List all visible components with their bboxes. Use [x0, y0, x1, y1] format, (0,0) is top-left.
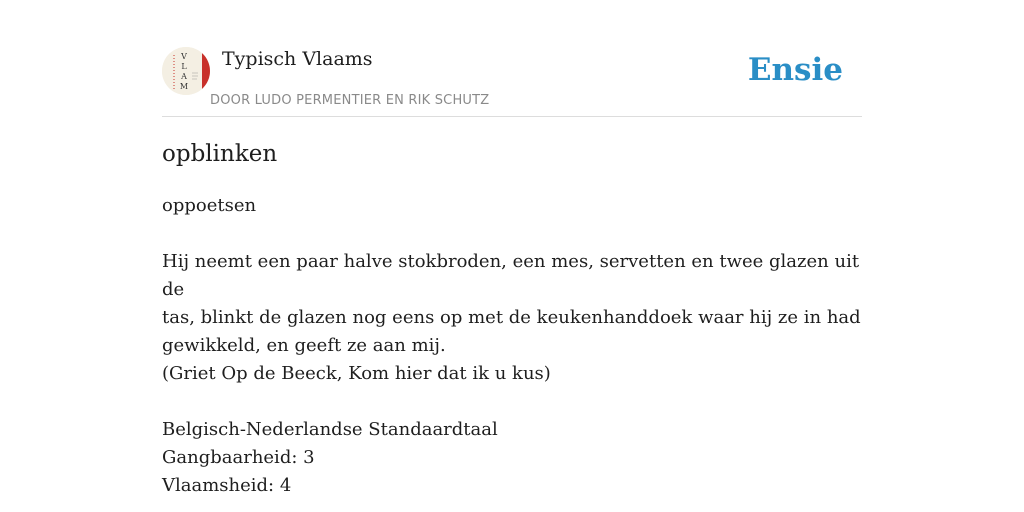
register-label: Belgisch-Nederlandse Standaardtaal: [162, 419, 498, 440]
blog-header: [162, 40, 862, 117]
example-source: (Griet Op de Beeck, Kom hier dat ik u kus): [162, 363, 551, 384]
byline: DOOR LUDO PERMENTIER EN RIK SCHUTZ: [210, 93, 490, 108]
svg-text:M: M: [179, 82, 189, 91]
svg-text:L: L: [181, 62, 187, 71]
svg-text:V: V: [181, 52, 187, 61]
entry-content: [162, 192, 862, 500]
spacer: [162, 388, 862, 416]
book-cover-icon: [162, 47, 210, 95]
gangbaarheid-rating: Gangbaarheid: 3: [162, 447, 315, 468]
spacer: [162, 220, 862, 248]
entry-title: opblinken: [162, 141, 278, 167]
ensie-logo-link[interactable]: Ensie: [747, 52, 843, 88]
example-line: gewikkeld, en geeft ze aan mij.: [162, 335, 446, 356]
blog-avatar[interactable]: [162, 47, 210, 95]
example-line: Hij neemt een paar halve stokbroden, een mes, servetten en twee glazen uit de: [162, 251, 860, 300]
vlaamsheid-rating: Vlaamsheid: 4: [162, 475, 292, 496]
definition-text: oppoetsen: [162, 195, 257, 216]
blog-title[interactable]: Typisch Vlaams: [222, 48, 373, 70]
example-line: tas, blinkt de glazen nog eens op met de keukenhanddoek waar hij ze in had: [162, 307, 861, 328]
svg-text:A: A: [181, 72, 187, 81]
